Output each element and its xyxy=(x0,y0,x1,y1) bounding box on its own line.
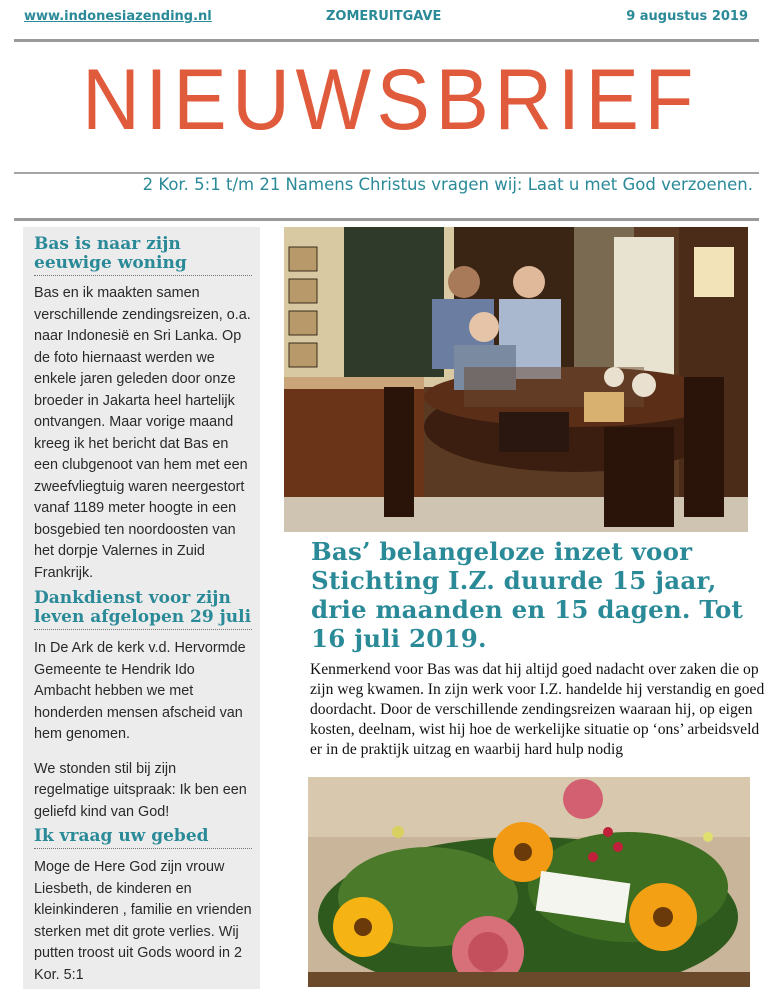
sidebar-heading-2: Dankdienst voor zijn leven afgelopen 29 juli xyxy=(34,589,252,630)
issue-date: 9 augustus 2019 xyxy=(626,9,748,24)
sidebar-text-3: Moge de Here God zijn vrouw Liesbeth, de kinderen en kleinkinderen , familie en vrienden sterken met dit grote verlies. Wij putten troost uit Gods woord in 2 Kor. 5:1 xyxy=(34,859,252,983)
article-headline: Bas’ belangeloze inzet voor Stichting I.Z. duurde 15 jaar, drie maanden en 15 dagen. Tot 16 juli 2019. xyxy=(311,537,744,653)
sidebar-heading-1: Bas is naar zijn eeuwige woning xyxy=(34,235,252,276)
flowers-photo xyxy=(308,777,750,987)
sidebar-heading-3: Ik vraag uw gebed xyxy=(34,827,252,849)
sidebar-text-1: Bas en ik maakten samen verschillende zendingsreizen, o.a. naar Indonesië en Sri Lanka. Op de foto hiernaast werden we enkele jaren geleden door onze broeder in Jakarta heel hartelijk ontvangen. Maar vorige maand kreeg ik het bericht dat Bas en een clubgenoot van hem met een zweefvliegtuig waren neergestort vanaf 1189 meter hoogte in een bosgebied ten noordoosten van het dorpje Valernes in Zuid Frankrijk. xyxy=(34,285,251,581)
tagline: 2 Kor. 5:1 t/m 21 Namens Christus vragen wij: Laat u met God verzoenen. xyxy=(142,175,753,194)
sidebar-text-2a: In De Ark de kerk v.d. Hervormde Gemeente te Hendrik Ido Ambacht hebben we met honderden mensen afscheid van hem genomen. xyxy=(34,640,246,742)
top-divider xyxy=(14,39,759,42)
sidebar-section-3 xyxy=(34,827,252,986)
tagline-divider xyxy=(14,218,759,221)
masthead-title: NIEUWSBRIEF xyxy=(82,52,699,148)
sidebar-section-2 xyxy=(34,589,252,823)
website-link[interactable]: www.indonesiazending.nl xyxy=(24,9,212,24)
masthead-divider xyxy=(14,172,759,174)
sidebar-section-1 xyxy=(34,235,252,584)
sidebar-text-2b: We stonden stil bij zijn regelmatige uitspraak: Ik ben een geliefd kind van God! xyxy=(34,760,247,820)
dining-room-illustration xyxy=(284,227,748,532)
edition-label: ZOMERUITGAVE xyxy=(326,9,442,24)
article-body: Kenmerkend voor Bas was dat hij altijd goed nadacht over zaken die op zijn weg kwamen. In zijn werk voor I.Z. handelde hij verstandig en goed doordacht. Door de verschillende zendingsreizen waaraan hij, op eigen kosten, deelnam, wist hij hoe de werkelijke situatie op ‘ons’ arbeidsveld er in de praktijk uitzag en waarbij hard hulp nodig xyxy=(310,661,765,758)
flowers-illustration xyxy=(308,777,750,987)
dining-room-photo xyxy=(284,227,748,532)
